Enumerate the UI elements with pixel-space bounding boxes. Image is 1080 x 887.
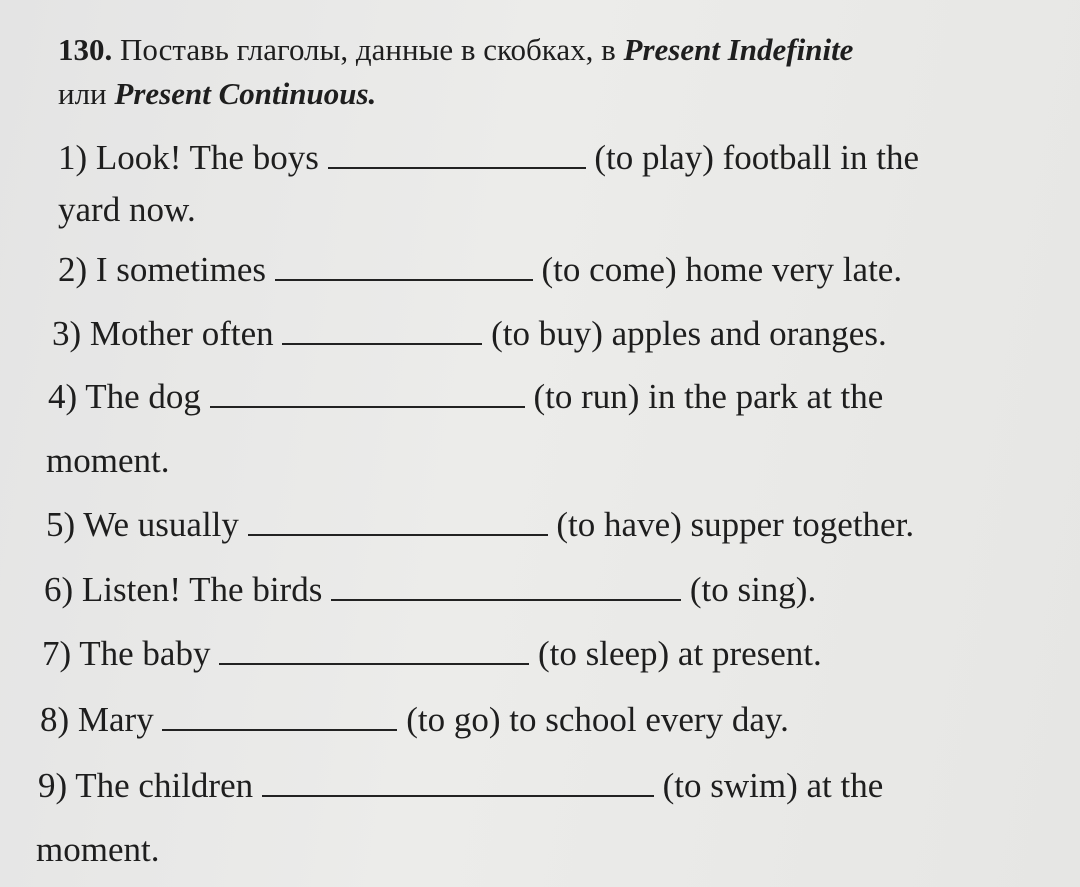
item-7-answer-blank[interactable] — [219, 637, 529, 665]
tense-present-indefinite: Present Indefinite — [623, 32, 854, 67]
item-1-answer-blank[interactable] — [328, 141, 586, 169]
exercise-item-9 — [38, 766, 883, 806]
item-5-verb: (to have) supper together. — [556, 505, 915, 544]
exercise-instruction: Поставь глаголы, данные в скобках, в — [120, 32, 616, 67]
exercise-item-1 — [58, 138, 919, 178]
item-3-verb: (to buy) apples and oranges. — [491, 314, 887, 353]
item-2-answer-blank[interactable] — [275, 253, 533, 281]
item-6-answer-blank[interactable] — [331, 573, 681, 601]
tense-present-continuous: Present Continuous. — [114, 76, 377, 111]
item-2-verb: (to come) home very late. — [541, 250, 903, 289]
item-5-label: 5) We usually — [46, 505, 239, 544]
item-1-label: 1) Look! The boys — [58, 138, 319, 177]
item-1-continuation: yard now. — [58, 190, 196, 229]
exercise-item-2 — [58, 250, 902, 290]
item-8-label: 8) Mary — [40, 700, 154, 739]
item-6-verb: (to sing). — [689, 570, 817, 609]
exercise-item-8 — [40, 700, 789, 740]
exercise-item-3 — [52, 314, 887, 354]
exercise-item-6 — [44, 570, 816, 610]
exercise-item-7 — [42, 634, 822, 674]
exercise-item-5 — [46, 505, 914, 545]
item-4-continuation: moment. — [46, 441, 170, 480]
exercise-item-9-continuation — [36, 830, 159, 870]
exercise-or-word: или — [58, 76, 107, 111]
item-9-continuation: moment. — [36, 830, 160, 869]
item-4-label: 4) The dog — [48, 377, 201, 416]
item-8-answer-blank[interactable] — [162, 703, 397, 731]
exercise-header — [58, 28, 1018, 116]
item-2-label: 2) I sometimes — [58, 250, 267, 289]
item-7-label: 7) The baby — [42, 634, 211, 673]
exercise-item-4 — [48, 377, 883, 417]
exercise-item-4-continuation — [46, 441, 169, 481]
item-3-label: 3) Mother often — [52, 314, 274, 353]
item-6-label: 6) Listen! The birds — [44, 570, 323, 609]
item-1-verb: (to play) football in the — [594, 138, 919, 177]
item-9-verb: (to swim) at the — [662, 766, 884, 805]
exercise-number: 130. — [58, 32, 113, 67]
item-9-label: 9) The children — [38, 766, 254, 805]
item-5-answer-blank[interactable] — [248, 508, 548, 536]
item-7-verb: (to sleep) at present. — [537, 634, 822, 673]
item-4-answer-blank[interactable] — [210, 380, 525, 408]
item-8-verb: (to go) to school every day. — [406, 700, 789, 739]
item-4-verb: (to run) in the park at the — [533, 377, 884, 416]
item-3-answer-blank[interactable] — [282, 317, 482, 345]
item-9-answer-blank[interactable] — [262, 769, 654, 797]
exercise-item-1-continuation — [58, 190, 196, 230]
